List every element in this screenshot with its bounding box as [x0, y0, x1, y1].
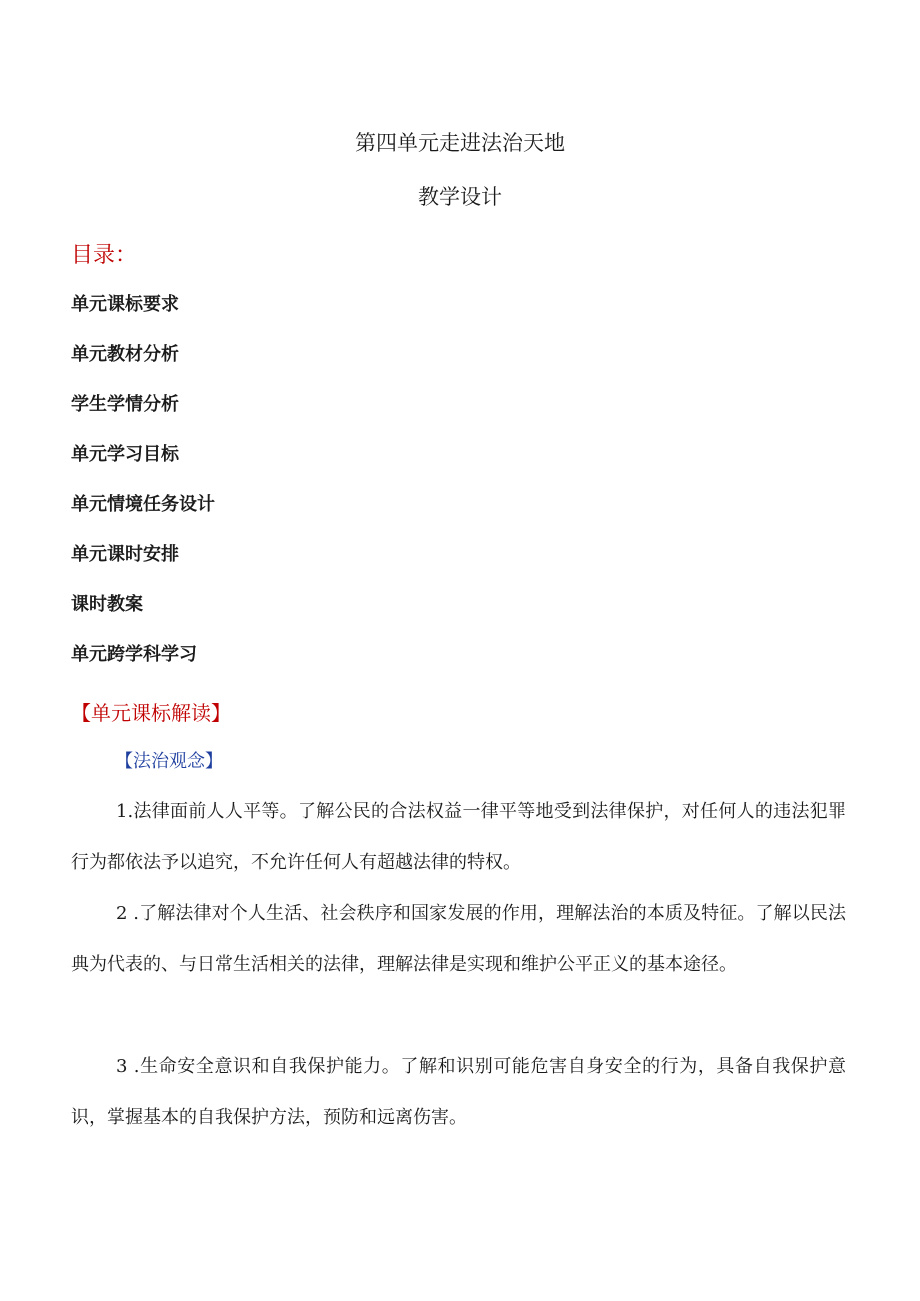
- toc-item-student-analysis: 学生学情分析: [71, 394, 179, 415]
- paragraph-3: 3 .生命安全意识和自我保护能力。了解和识别可能危害自身安全的行为，具备自我保护意识，掌握基本的自我保护方法，预防和远离伤害。: [71, 1056, 846, 1128]
- toc-item-learning-objectives: 单元学习目标: [71, 444, 179, 465]
- toc-item-lesson-plans: 课时教案: [71, 594, 143, 615]
- paragraph-2: 2 .了解法律对个人生活、社会秩序和国家发展的作用，理解法治的本质及特征。了解以民法典为代表的、与日常生活相关的法律，理解法律是实现和维护公平正义的基本途径。: [71, 903, 846, 975]
- toc-list: [71, 291, 215, 691]
- document-subtitle: 教学设计: [418, 185, 502, 209]
- toc-heading: 目录：: [71, 243, 138, 268]
- toc-item-interdisciplinary: 单元跨学科学习: [71, 644, 197, 665]
- paragraph-1: 1.法律面前人人平等。了解公民的合法权益一律平等地受到法律保护，对任何人的违法犯罪行为都依法予以追究，不允许任何人有超越法律的特权。: [71, 801, 846, 873]
- toc-item-schedule: 单元课时安排: [71, 544, 179, 565]
- toc-item-textbook-analysis: 单元教材分析: [71, 344, 179, 365]
- toc-item-curriculum-requirements: 单元课标要求: [71, 294, 179, 315]
- document-title: 第四单元走进法治天地: [355, 131, 565, 155]
- section-heading: 【单元课标解读】: [71, 701, 231, 725]
- toc-item-task-design: 单元情境任务设计: [71, 494, 215, 515]
- section-subheading: 【法治观念】: [115, 751, 223, 772]
